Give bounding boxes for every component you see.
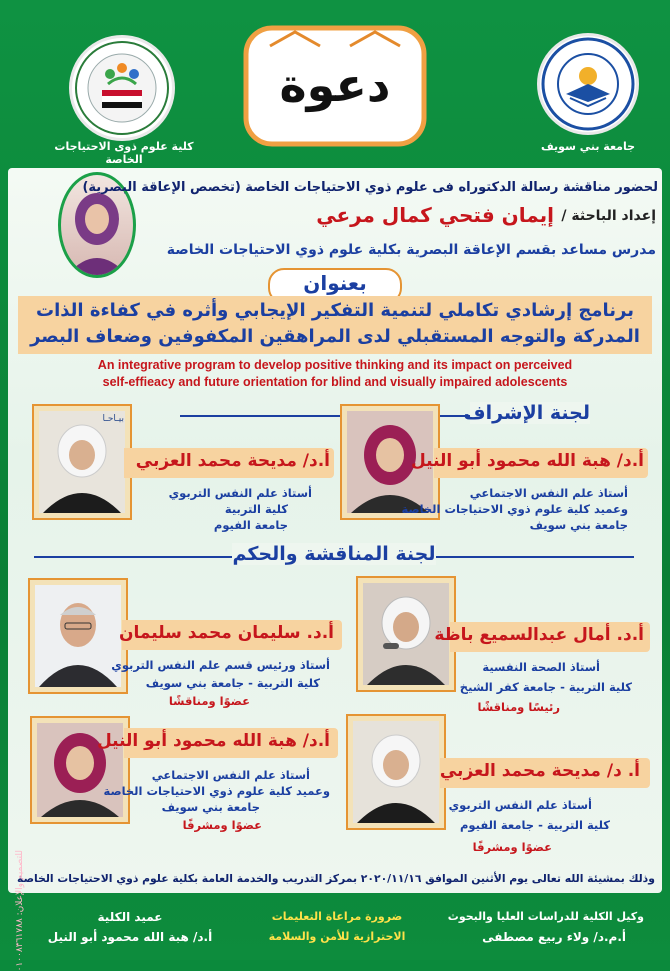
- committee-2-photo: [35, 585, 121, 687]
- supervisor-2-line-1: أستاذ علم النفس التربوي: [168, 486, 312, 500]
- invitation-title: [240, 22, 430, 150]
- committee-3-photo: [353, 721, 439, 823]
- committee-3-photo-frame: [346, 714, 446, 830]
- committee-4-line-2: وعميد كلية علوم ذوي الاحتياجات الخاصة: [103, 784, 330, 798]
- committee-4-line-3: جامعة بني سويف: [161, 800, 260, 814]
- thesis-arabic-line-2: المدركة والتوجه المستقبلي لدى المراهقين المكفوفين وضعاف البصر: [30, 326, 640, 347]
- committee-2-role: عضوًا ومناقشًا: [168, 694, 250, 708]
- committee-1-name: أ.د. أمال عبدالسميع باظة: [434, 625, 644, 645]
- university-logo-caption: جامعة بني سويف: [540, 140, 636, 153]
- committee-2-photo-frame: [28, 578, 128, 694]
- supervisor-2-photo: [39, 411, 125, 513]
- design-side-note: للتصميم والإعلان: ٠١٠٠٨٣٦١٧٨٨: [15, 850, 25, 971]
- thesis-english-line-2: self-effieacy and future orientation for blind and visually impaired adolescents: [102, 375, 568, 389]
- committee-2-avatar-icon: [35, 585, 121, 687]
- committee-3-name: أ. د/ مديحة محمد العزبي: [439, 761, 640, 781]
- supervisor-1-line-3: جامعة بني سويف: [529, 518, 628, 532]
- committee-3-avatar-icon: [353, 721, 439, 823]
- date-line: وذلك بمشيئة الله تعالى يوم الأثنين الموافق ٢٠٢٠/١١/١٦ بمركز التدريب والخدمة العامة بكلية علوم ذوي الاحتياجات الخاصة: [17, 872, 655, 885]
- thesis-arabic-line-1: برنامج إرشادي تكاملي لتنمية التفكير الإيجابي وأثره في كفاءة الذات: [36, 300, 634, 321]
- university-logo: [540, 36, 636, 132]
- dean-name: أ.د/ هبة الله محمود أبو النيل: [47, 930, 213, 944]
- supervisor-2-photo-text: بيـاحـا: [102, 414, 124, 424]
- supervisor-2-name: أ.د/ مديحة محمد العزبي: [135, 451, 330, 471]
- supervisor-2-avatar-icon: [39, 411, 125, 513]
- vice-dean-title: وكيل الكلية للدراسات العليا والبحوث: [447, 910, 644, 923]
- committee-3-line-2: كلية التربية - جامعة الفيوم: [460, 818, 610, 832]
- committee-3-role: عضوًا ومشرفًا: [472, 840, 552, 854]
- intro-line: لحضور مناقشة رسالة الدكتوراه فى علوم ذوي الاحتياجات الخاصة (تخصص الإعاقة البصرية): [82, 180, 658, 195]
- supervisor-1-line-2: وعميد كلية علوم ذوي الاحتياجات الخاصة: [401, 502, 628, 516]
- faculty-logo-icon: [72, 38, 172, 138]
- invitation-text: دعوة: [279, 58, 391, 112]
- committee-4-name: أ.د/ هبة الله محمود أبو النيل: [97, 731, 330, 751]
- researcher-name: إيمان فتحي كمال مرعي: [316, 203, 554, 227]
- committee-1-line-1: أستاذ الصحة النفسية: [482, 660, 600, 674]
- committee-3-line-1: أستاذ علم النفس التربوي: [448, 798, 592, 812]
- safety-notice-line-1: ضرورة مراعاة التعليمات: [271, 910, 403, 923]
- faculty-logo-caption: كلية علوم ذوى الاحتياجات الخاصة: [54, 140, 194, 166]
- committee-4-line-1: أستاذ علم النفس الاجتماعي: [151, 768, 310, 782]
- committee-2-line-2: كلية التربية - جامعة بني سويف: [145, 676, 320, 690]
- title-badge-text: بعنوان: [303, 271, 367, 295]
- university-logo-icon: [540, 36, 636, 132]
- dean-title: عميد الكلية: [97, 910, 163, 924]
- supervisor-2-photo-frame: [32, 404, 132, 520]
- supervision-heading: لجنة الإشراف: [463, 402, 590, 424]
- committee-1-role: رئيسًا ومناقشًا: [477, 700, 560, 714]
- thesis-english-line-1: An integrative program to develop positive thinking and its impact on perceived: [97, 358, 573, 372]
- committee-2-name: أ.د. سليمان محمد سليمان: [119, 623, 334, 643]
- supervisor-2-line-2: كلية التربية: [224, 502, 288, 516]
- supervisor-1-line-1: أستاذ علم النفس الاجتماعي: [469, 486, 628, 500]
- vice-dean-name: أ.م.د/ ولاء ربيع مصطفى: [482, 930, 626, 944]
- supervisor-2-line-3: جامعة الفيوم: [213, 518, 288, 532]
- faculty-logo: [72, 38, 172, 138]
- committee-2-line-1: أستاذ ورئيس قسم علم النفس التربوي: [111, 658, 330, 672]
- researcher-title: مدرس مساعد بقسم الإعاقة البصرية بكلية علوم ذوي الاحتياجات الخاصة: [166, 242, 656, 258]
- prepared-by-label: إعداد الباحثة /: [561, 208, 656, 224]
- committee-heading: لجنة المناقشة والحكم: [232, 543, 436, 565]
- supervisor-1-name: أ.د/ هبة الله محمود أبو النيل: [411, 451, 644, 471]
- committee-1-line-2: كلية التربية - جامعة كفر الشيخ: [459, 680, 632, 694]
- safety-notice-line-2: الاحترازية للأمن والسلامة: [268, 930, 406, 943]
- committee-4-role: عضوًا ومشرفًا: [182, 818, 262, 832]
